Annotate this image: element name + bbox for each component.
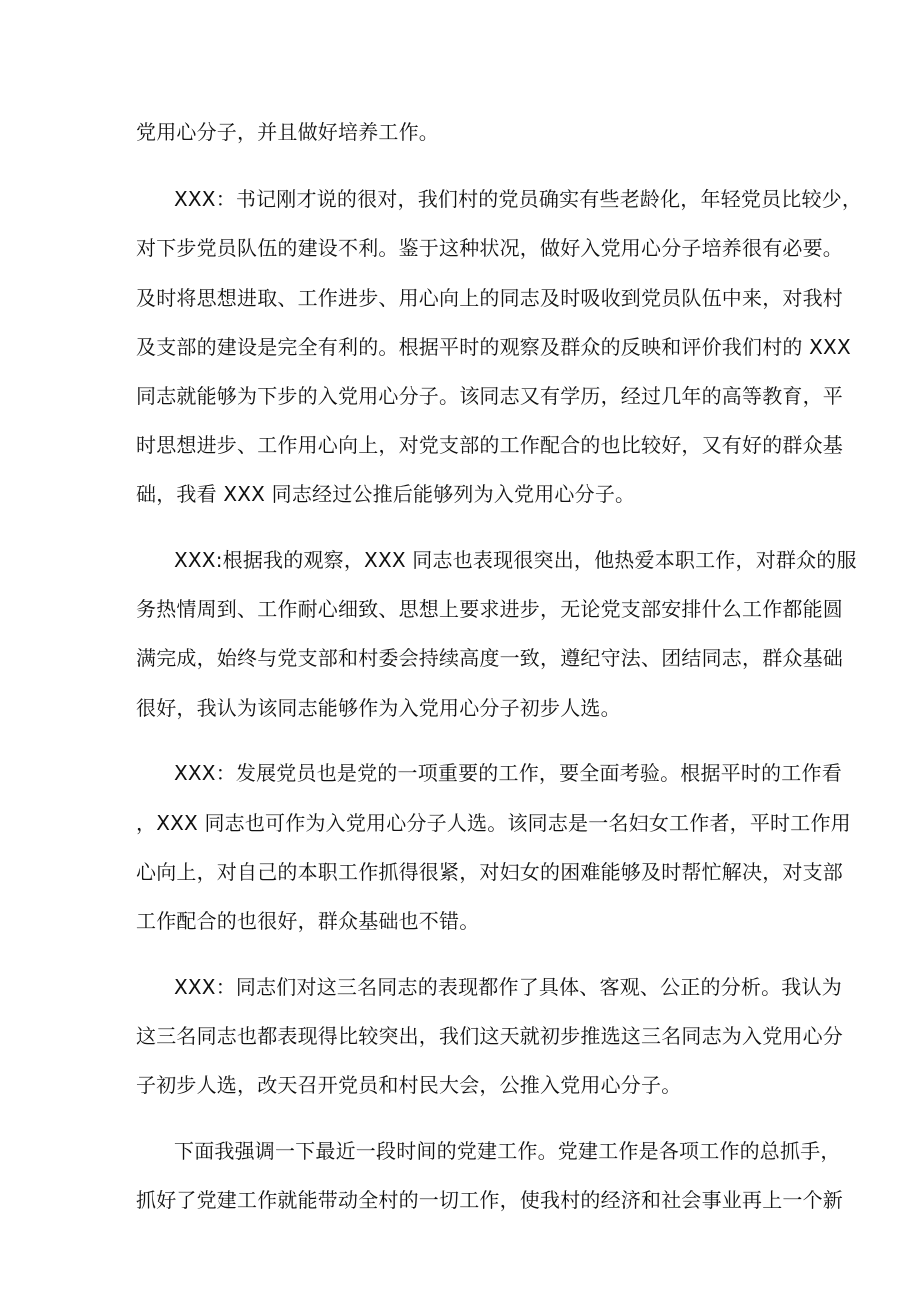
text-line: 对下步党员队伍的建设不利。鉴于这种状况，做好入党用心分子培养很有必要。 bbox=[136, 236, 843, 260]
text-line: 务热情周到、工作耐心细致、思想上要求进步，无论党支部安排什么工作都能圆 bbox=[136, 597, 843, 621]
text-line: 满完成，始终与党支部和村委会持续高度一致，遵纪守法、团结同志，群众基础 bbox=[136, 646, 843, 670]
text-line: 时思想进步、工作用心向上，对党支部的工作配合的也比较好，又有好的群众基 bbox=[136, 433, 843, 457]
text-line: 心向上，对自己的本职工作抓得很紧，对妇女的困难能够及时帮忙解决，对支部 bbox=[136, 860, 843, 884]
paragraph-first-line: XXX：书记刚才说的很对，我们村的党员确实有些老龄化，年轻党员比较少， bbox=[174, 187, 863, 211]
text-line: 及时将思想进取、工作进步、用心向上的同志及时吸收到党员队伍中来，对我村 bbox=[136, 286, 843, 310]
text-line: 础，我看 XXX 同志经过公推后能够列为入党用心分子。 bbox=[136, 482, 636, 506]
text-line: 工作配合的也很好，群众基础也不错。 bbox=[136, 909, 480, 933]
text-line: 及支部的建设是完全有利的。根据平时的观察及群众的反映和评价我们村的 XXX bbox=[136, 335, 851, 359]
text-line: 子初步人选，改天召开党员和村民大会，公推入党用心分子。 bbox=[136, 1073, 682, 1097]
paragraph-first-line: XXX：发展党员也是党的一项重要的工作，要全面考验。根据平时的工作看 bbox=[174, 761, 842, 785]
paragraph-first-line: XXX:根据我的观察，XXX 同志也表现很突出，他热爱本职工作，对群众的服 bbox=[174, 548, 857, 572]
paragraph-first-line: XXX：同志们对这三名同志的表现都作了具体、客观、公正的分析。我认为 bbox=[174, 975, 842, 999]
text-line: 党用心分子，并且做好培养工作。 bbox=[136, 120, 439, 144]
text-line: ，XXX 同志也可作为入党用心分子人选。该同志是一名妇女工作者，平时工作用 bbox=[136, 811, 851, 835]
text-line: 这三名同志也都表现得比较突出，我们这天就初步推选这三名同志为入党用心分 bbox=[136, 1024, 843, 1048]
text-line: 同志就能够为下步的入党用心分子。该同志又有学历，经过几年的高等教育，平 bbox=[136, 384, 843, 408]
text-line: 很好，我认为该同志能够作为入党用心分子初步人选。 bbox=[136, 696, 621, 720]
text-line: 抓好了党建工作就能带动全村的一切工作，使我村的经济和社会事业再上一个新 bbox=[136, 1188, 843, 1212]
paragraph-first-line: 下面我强调一下最近一段时间的党建工作。党建工作是各项工作的总抓手， bbox=[174, 1139, 841, 1163]
